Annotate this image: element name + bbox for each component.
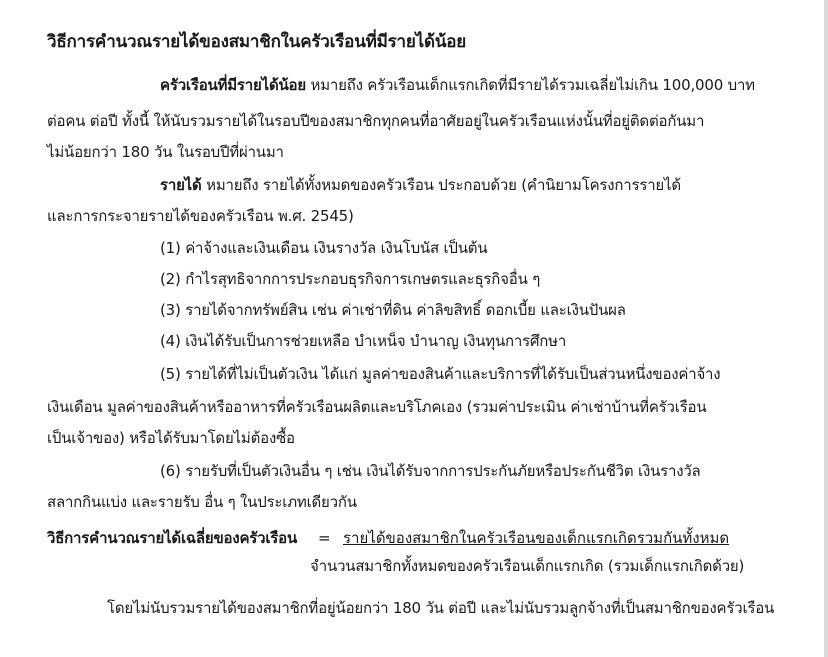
list-item-4: (4) เงินได้รับเป็นการช่วยเหลือ บำเหน็จ บำนาญ เงินทุนการศึกษา: [160, 332, 567, 350]
income-definition-text: หมายถึง รายได้ทั้งหมดของครัวเรือน ประกอบด้วย (คำนิยามโครงการรายได้: [201, 176, 681, 194]
list-item-6-line-2: สลากกินแบ่ง และรายรับ อื่น ๆ ในประเภทเดียวกัน: [47, 493, 357, 511]
footer-note: โดยไม่นับรวมรายได้ของสมาชิกที่อยู่น้อยกว่า 180 วัน ต่อปี และไม่นับรวมลูกจ้างที่เป็นสมาชิกของครัวเรือน: [107, 599, 775, 617]
list-item-5-line-2: เงินเดือน มูลค่าของสินค้าหรืออาหารที่ครัวเรือนผลิตและบริโภคเอง (รวมค่าประเมิน ค่าเช่าบ้านที่ครัวเรือน: [47, 398, 707, 416]
low-income-term: ครัวเรือนที่มีรายได้น้อย: [160, 76, 306, 94]
low-income-definition-text: หมายถึง ครัวเรือนเด็กแรกเกิดที่มีรายได้รวมเฉลี่ยไม่เกิน 100,000 บาท: [305, 76, 755, 94]
list-item-2: (2) กำไรสุทธิจากการประกอบธุรกิจการเกษตรและธุรกิจอื่น ๆ: [160, 270, 541, 288]
list-item-6-line-1: (6) รายรับที่เป็นตัวเงินอื่น ๆ เช่น เงินได้รับจากการประกันภัยหรือประกันชีวิต เงินรางวัล: [160, 462, 701, 480]
low-income-definition-line-3: ไม่น้อยกว่า 180 วัน ในรอบปีที่ผ่านมา: [47, 143, 284, 161]
income-definition-line-1: [160, 175, 681, 195]
list-item-3: (3) รายได้จากทรัพย์สิน เช่น ค่าเช่าที่ดิน ค่าลิขสิทธิ์ ดอกเบี้ย และเงินปันผล: [160, 301, 626, 319]
formula-equals-sign: =: [318, 529, 331, 547]
income-term: รายได้: [160, 176, 202, 194]
income-definition-line-2: และการกระจายรายได้ของครัวเรือน พ.ศ. 2545): [47, 207, 354, 225]
list-item-5-line-3: เป็นเจ้าของ) หรือได้รับมาโดยไม่ต้องซื้อ: [47, 429, 295, 447]
list-item-5-line-1: (5) รายได้ที่ไม่เป็นตัวเงิน ได้แก่ มูลค่าของสินค้าและบริการที่ได้รับเป็นส่วนหนึ่งของค่าจ้าง: [160, 365, 721, 383]
page-edge-divider: [824, 0, 828, 657]
low-income-definition-line-2: ต่อคน ต่อปี ทั้งนี้ ให้นับรวมรายได้ในรอบปีของสมาชิกทุกคนที่อาศัยอยู่ในครัวเรือนแห่งนั้นที่อยู่ติดต่อกันมา: [47, 112, 705, 130]
formula-numerator: รายได้ของสมาชิกในครัวเรือนของเด็กแรกเกิดรวมกันทั้งหมด: [343, 529, 730, 547]
document-title: วิธีการคำนวณรายได้ของสมาชิกในครัวเรือนที่มีรายได้น้อย: [47, 32, 467, 52]
low-income-definition-line-1: [160, 75, 755, 95]
formula-denominator: จำนวนสมาชิกทั้งหมดของครัวเรือนเด็กแรกเกิด (รวมเด็กแรกเกิดด้วย): [310, 557, 745, 575]
list-item-1: (1) ค่าจ้างและเงินเดือน เงินรางวัล เงินโบนัส เป็นต้น: [160, 239, 488, 257]
formula-label: วิธีการคำนวณรายได้เฉลี่ยของครัวเรือน: [47, 529, 298, 547]
